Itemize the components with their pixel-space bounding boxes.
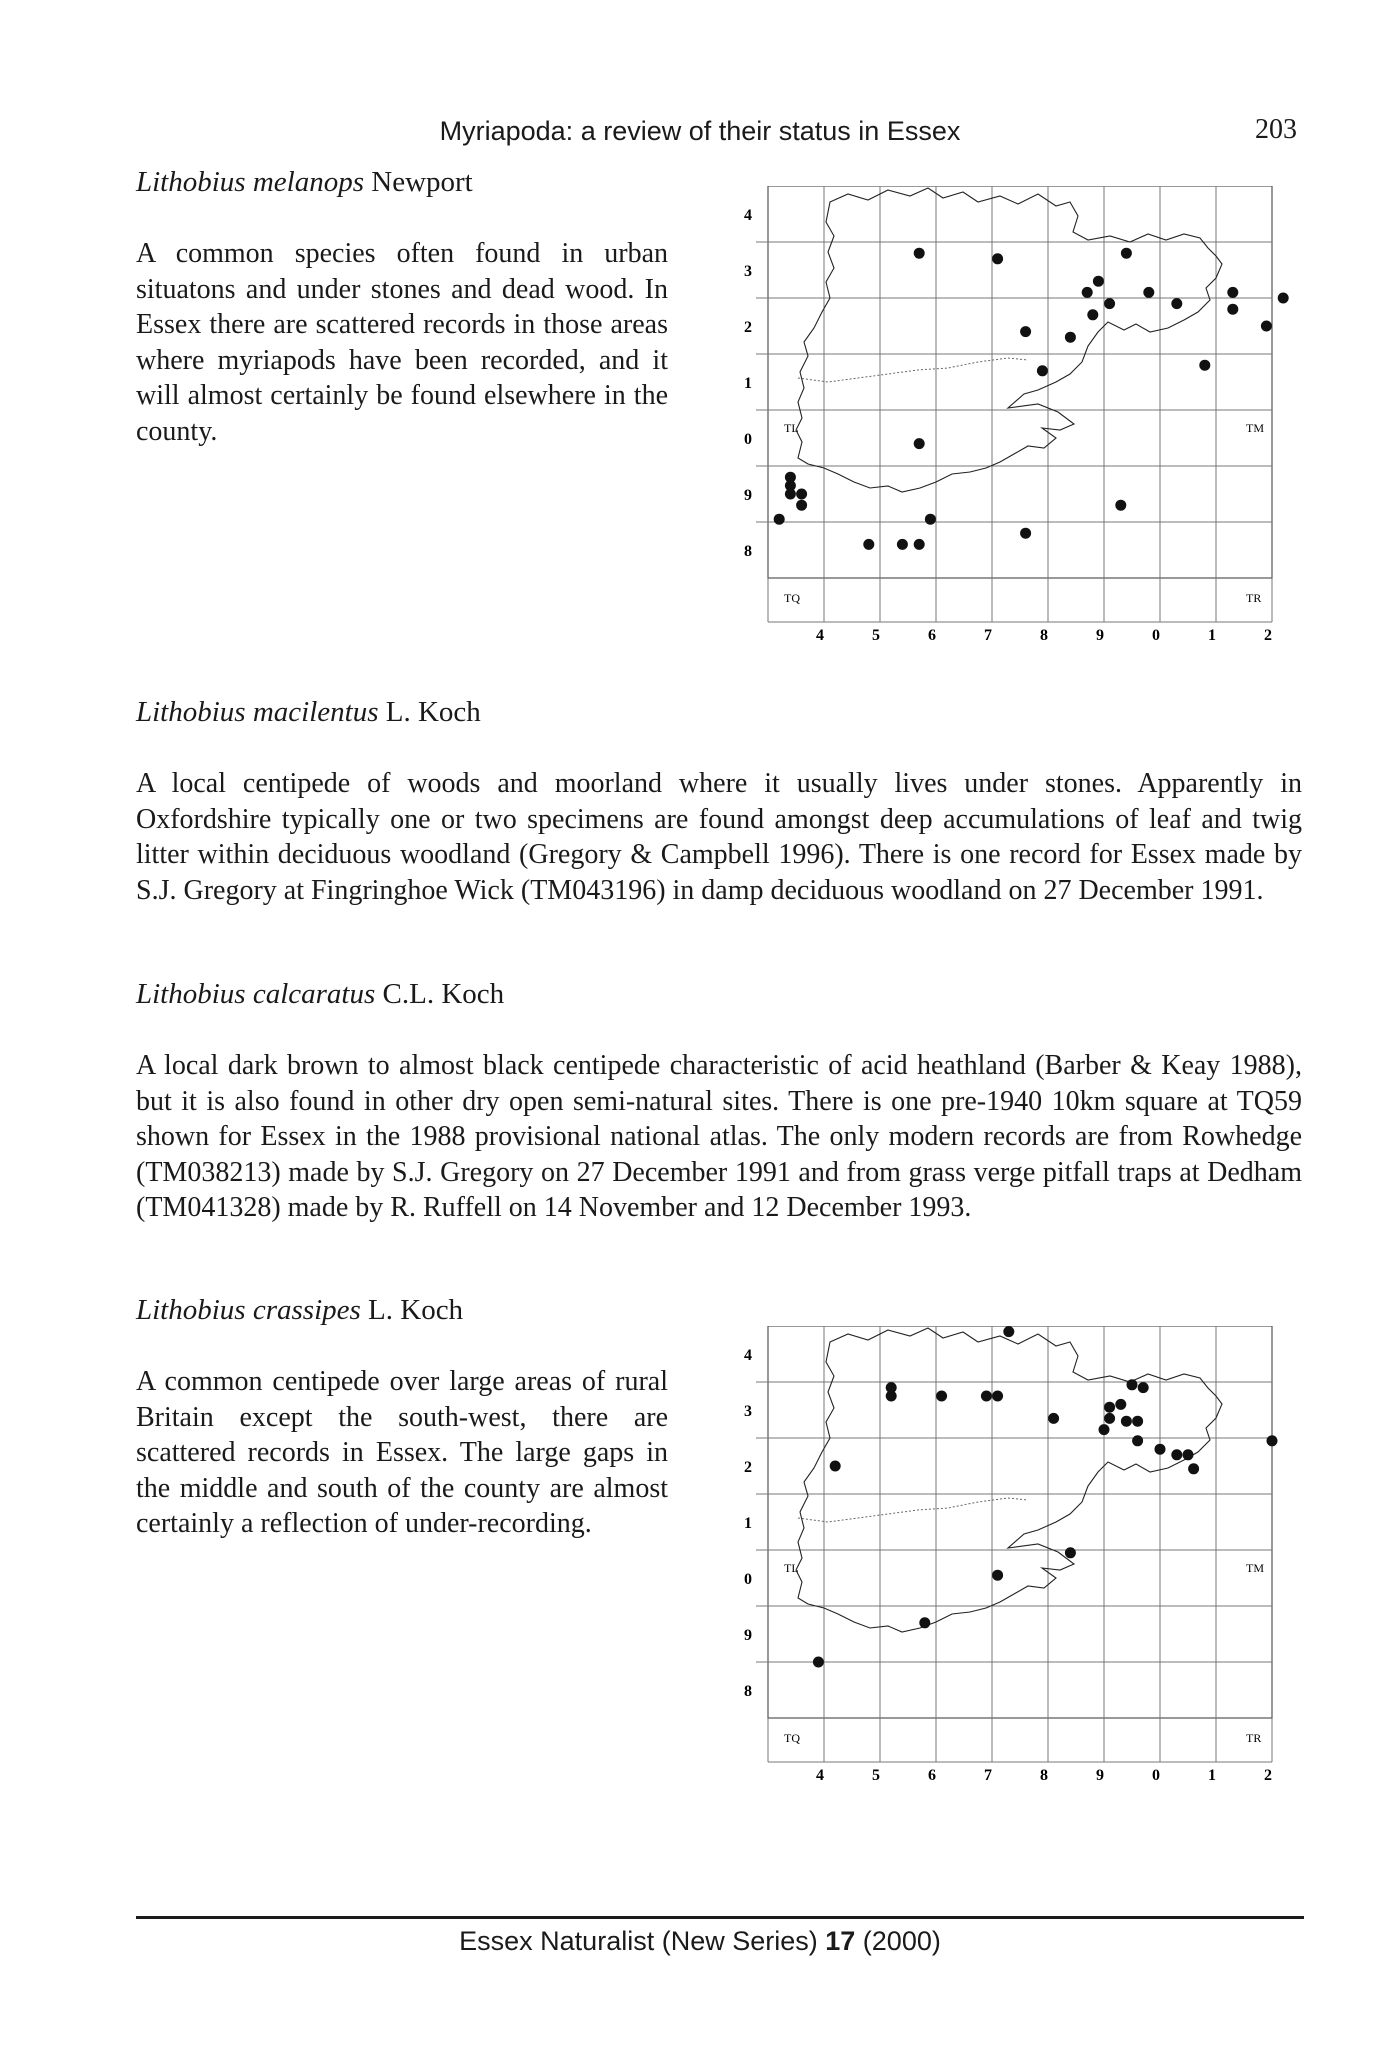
record-dot (1267, 1435, 1278, 1446)
square-label: TM (1246, 1561, 1264, 1575)
record-dot (992, 1570, 1003, 1581)
y-tick-label: 0 (744, 431, 752, 448)
x-tick-label: 6 (928, 1767, 936, 1784)
record-dot (785, 489, 796, 500)
record-dot (1115, 1399, 1126, 1410)
record-dot (1155, 1444, 1166, 1455)
x-tick-label: 5 (872, 1767, 880, 1784)
boundary-line (798, 358, 1028, 382)
record-dot (1171, 1449, 1182, 1460)
y-tick-label: 2 (744, 319, 752, 336)
record-dot (1065, 1547, 1076, 1558)
record-dot (1227, 287, 1238, 298)
journal-footer: Essex Naturalist (New Series) 17 (2000) (459, 1926, 941, 1956)
record-dot (1003, 1326, 1014, 1337)
grid-frame (768, 1326, 1272, 1718)
county-outline (796, 1328, 1222, 1632)
record-dot (1227, 304, 1238, 315)
record-dot (925, 514, 936, 525)
square-label: TR (1246, 1731, 1262, 1745)
record-dot (1020, 528, 1031, 539)
record-dot (1104, 1402, 1115, 1413)
essex-coastline (796, 188, 1222, 492)
record-dot (1127, 1379, 1138, 1390)
record-dot (796, 500, 807, 511)
x-tick-label: 8 (1040, 627, 1048, 644)
record-dot (936, 1391, 947, 1402)
record-dot (796, 489, 807, 500)
record-dot (886, 1391, 897, 1402)
species-description: A common species often found in urban situatons and under stones and dead wood. In Essex there are scattered records in those areas where myriapods have been recorded, and it will almost certainly be found elsewhere in the county. (136, 238, 668, 447)
x-tick-label: 2 (1264, 627, 1272, 644)
square-label: TR (1246, 591, 1262, 605)
record-dot (914, 539, 925, 550)
y-tick-label: 1 (744, 1515, 752, 1532)
record-dot (1093, 276, 1104, 287)
record-dot (1261, 321, 1272, 332)
x-tick-label: 7 (984, 627, 992, 644)
y-tick-label: 0 (744, 1571, 752, 1588)
species-description: A local centipede of woods and moorland where it usually lives under stones. Apparently in Oxfordshire typically one or two specimens are found amongst deep accumulations of leaf and twig litter within deciduous woodland (Gregory & Campbell 1996). There is one record for Essex made by S.J. Gregory at Fingringhoe Wick (TM043196) in damp deciduous woodland on 27 December 1991. (136, 768, 1302, 906)
square-label: TL (784, 421, 799, 435)
square-label: TQ (784, 591, 800, 605)
x-tick-label: 8 (1040, 1767, 1048, 1784)
record-dot (1138, 1382, 1149, 1393)
record-dot (1183, 1449, 1194, 1460)
record-dot (1143, 287, 1154, 298)
species-heading (136, 166, 473, 199)
record-dot (1037, 365, 1048, 376)
record-dot (1188, 1463, 1199, 1474)
record-dot (1104, 298, 1115, 309)
record-dot (914, 248, 925, 259)
record-dot (813, 1657, 824, 1668)
grid-frame (768, 186, 1272, 578)
species-name: Lithobius crassipes (136, 1294, 361, 1326)
species-name: Lithobius macilentus (136, 696, 379, 728)
x-tick-label: 0 (1152, 627, 1160, 644)
species-authority: Newport (371, 166, 473, 198)
species-name: Lithobius melanops (136, 166, 364, 198)
record-dot (1132, 1435, 1143, 1446)
record-dot (1132, 1416, 1143, 1427)
record-dot (1121, 1416, 1132, 1427)
record-dot (1099, 1424, 1110, 1435)
record-dot (1278, 293, 1289, 304)
record-dot (1199, 360, 1210, 371)
record-dot (1082, 287, 1093, 298)
record-dot (992, 253, 1003, 264)
y-tick-label: 3 (744, 1403, 752, 1420)
square-label: TQ (784, 1731, 800, 1745)
record-dot (914, 438, 925, 449)
record-dot (919, 1617, 930, 1628)
record-dot (1171, 298, 1182, 309)
x-tick-label: 4 (816, 627, 824, 644)
essex-coastline (796, 1328, 1222, 1632)
species-authority: L. Koch (385, 696, 481, 728)
running-title: Myriapoda: a review of their status in Essex (439, 116, 961, 146)
distribution-map (718, 186, 1300, 686)
boundary-line (798, 1498, 1028, 1522)
record-dot (1048, 1413, 1059, 1424)
record-dot (863, 539, 874, 550)
species-name: Lithobius calcaratus (136, 978, 376, 1010)
species-authority: L. Koch (368, 1294, 464, 1326)
record-dot (992, 1391, 1003, 1402)
y-tick-label: 4 (744, 1347, 752, 1364)
species-description: A common centipede over large areas of rural Britain except the south-west, there are scattered records in Essex. The large gaps in the middle and south of the county are almost certainly a reflection of under-recording. (136, 1366, 668, 1539)
y-tick-label: 4 (744, 207, 752, 224)
x-tick-label: 6 (928, 627, 936, 644)
record-dot (897, 539, 908, 550)
distribution-map (718, 1326, 1300, 1826)
species-description: A local dark brown to almost black centipede characteristic of acid heathland (Barber & Keay 1988), but it is also found in other dry open semi-natural sites. There is one pre-1940 10km square at TQ59 shown for Essex in the 1988 provisional national atlas. The only modern records are from Rowhedge (TM038213) made by S.J. Gregory on 27 December 1991 and from grass verge pitfall traps at Dedham (TM041328) made by R. Ruffell on 14 November and 12 December 1993. (136, 1050, 1302, 1223)
x-tick-label: 1 (1208, 627, 1216, 644)
species-heading (136, 978, 504, 1011)
record-dot (830, 1461, 841, 1472)
record-dot (981, 1391, 992, 1402)
record-dot (1020, 326, 1031, 337)
county-outline (796, 188, 1222, 492)
square-label: TL (784, 1561, 799, 1575)
x-tick-label: 9 (1096, 1767, 1104, 1784)
record-dot (1087, 309, 1098, 320)
footer-rule (136, 1916, 1304, 1919)
x-tick-label: 4 (816, 1767, 824, 1784)
square-label: TM (1246, 421, 1264, 435)
record-dot (1121, 248, 1132, 259)
x-tick-label: 5 (872, 627, 880, 644)
record-dot (774, 514, 785, 525)
y-tick-label: 9 (744, 1627, 752, 1644)
species-heading (136, 696, 481, 729)
y-tick-label: 3 (744, 263, 752, 280)
page-number: 203 (1255, 114, 1297, 145)
y-tick-label: 9 (744, 487, 752, 504)
record-dot (1115, 500, 1126, 511)
record-dot (1104, 1413, 1115, 1424)
x-tick-label: 2 (1264, 1767, 1272, 1784)
x-tick-label: 1 (1208, 1767, 1216, 1784)
species-authority: C.L. Koch (382, 978, 505, 1010)
y-tick-label: 8 (744, 543, 752, 560)
species-heading (136, 1294, 463, 1327)
x-tick-label: 9 (1096, 627, 1104, 644)
record-dot (1065, 332, 1076, 343)
x-tick-label: 7 (984, 1767, 992, 1784)
y-tick-label: 2 (744, 1459, 752, 1476)
x-tick-label: 0 (1152, 1767, 1160, 1784)
y-tick-label: 8 (744, 1683, 752, 1700)
y-tick-label: 1 (744, 375, 752, 392)
